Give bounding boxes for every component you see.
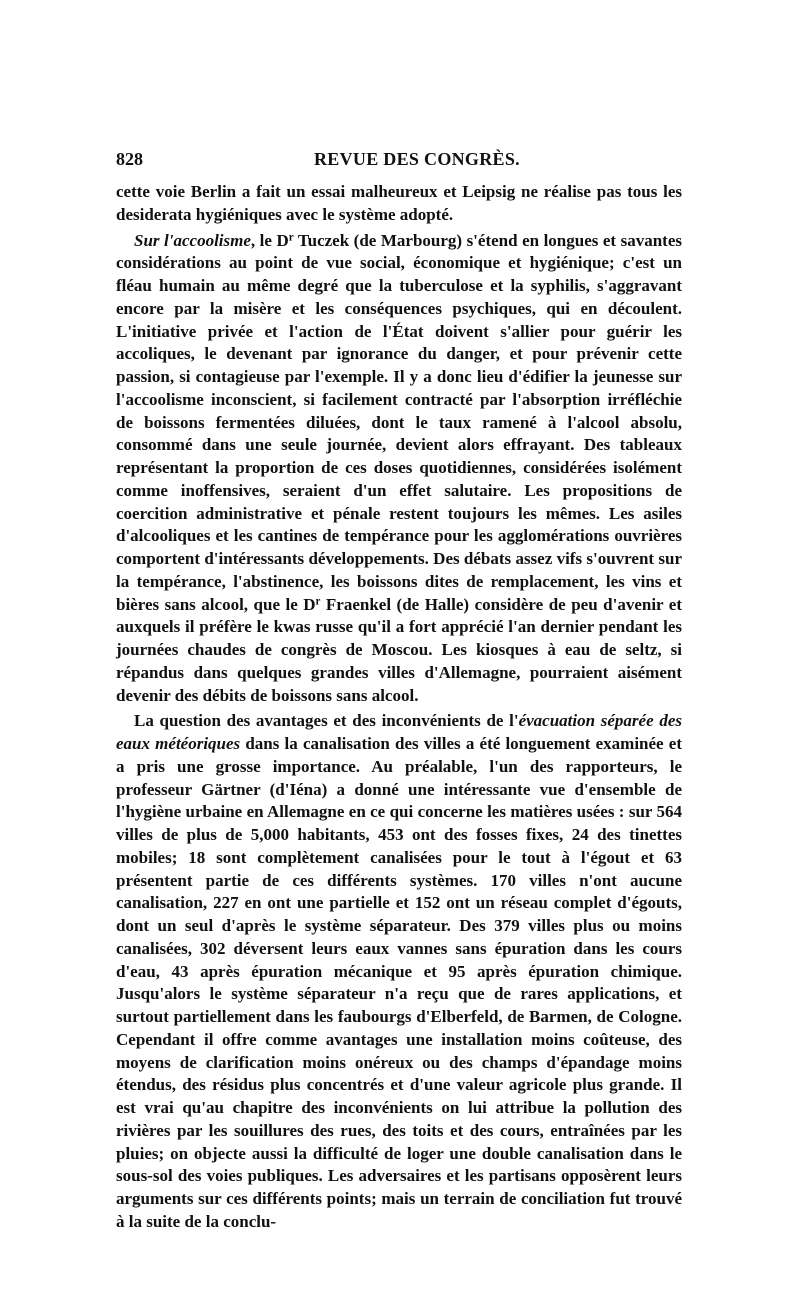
body-text: [116, 181, 682, 1234]
section-topic-evacuation: évacuation séparée des eaux météoriques: [116, 711, 682, 753]
paragraph-accoolisme: [116, 230, 682, 708]
superscript: r: [288, 230, 294, 243]
page-header: [116, 149, 682, 173]
text-segment: , le D: [250, 230, 289, 250]
page-number: 828: [116, 149, 143, 169]
text-segment: Tuczek (de Marbourg) s'étend en longues et savantes considérations au point de vue social, économique et hygiénique; c'est un fléau humain au même degré que la tuberculose et la syphilis, s'aggravant encore par la misère et les conséquences psychiques, qui en découlent. L'initiative privée et l'action de l'État doivent s'allier pour guérir les accoliques, le devenant par ignorance du danger, et pour prévenir cette passion, si contagieuse par l'exemple. Il y a donc lieu d'édifier la jeunesse sur l'accoolisme inconscient, si facilement contracté par l'absorption irréfléchie de boissons fermentées diluées, dont le taux ramené à l'alcool absolu, consommé dans une seule journée, devient alors effrayant. Des tableaux représentant la proportion de ces doses quotidiennes, considérées isolément comme inoffensives, seraient d'un effet salutaire. Les propositions de coercition administrative et pénale restent toujours les mêmes. Les asiles d'alcooliques et les cantines de tempérance pour les agglomérations ouvrières comportent d'intéressants développements. Des débats assez vifs s'ouvrent sur la tempérance, l'abstinence, les boissons dites de remplacement, les vins et bières sans alcool, que le D: [116, 230, 682, 614]
running-title: REVUE DES CONGRÈS.: [314, 149, 520, 169]
section-topic-accoolisme: Sur l'accoolisme: [134, 230, 251, 250]
superscript: r: [315, 594, 321, 607]
paragraph-continuation: [116, 181, 682, 227]
paragraph-evacuation: [116, 710, 682, 1233]
text-segment: La question des avantages et des inconvénients de l': [134, 711, 519, 731]
text-segment: Fraenkel (de Halle) considère de peu d'avenir et auxquels il préfère le kwas russe qu'il a fort apprécié l'an dernier pendant les journées chaudes de congrès de Moscou. Les kiosques à eau de seltz, si répandus dans quelques grandes villes d'Allemagne, pourraient aisément devenir des débits de boissons sans alcool.: [116, 594, 682, 705]
text-segment: dans la canalisation des villes a été longuement examinée et a pris une grosse importance. Au préalable, l'un des rapporteurs, le professeur Gärtner (d'Iéna) a donné une intéressante vue d'ensemble de l'hygiène urbaine en Allemagne en ce qui concerne les matières usées : sur 564 villes de plus de 5,000 habitants, 453 ont des fosses fixes, 24 des tinettes mobiles; 18 sont complètement canalisées pour le tout à l'égout et 63 présentent partie de ces différents systèmes. 170 villes n'ont aucune canalisation, 227 en ont une partielle et 152 ont un réseau complet d'égouts, dont un seul d'après le système séparateur. Des 379 villes plus ou moins canalisées, 302 déversent leurs eaux vannes sans épuration dans les cours d'eau, 43 après épuration mécanique et 95 après épuration chimique. Jusqu'alors le système séparateur n'a reçu que de rares applications, et surtout partiellement dans les faubourgs d'Elberfeld, de Barmen, de Cologne. Cependant il offre comme avantages une installation moins coûteuse, des moyens de clarification moins onéreux ou des champs d'épandage moins étendus, des résidus plus concentrés et d'une valeur agricole plus grande. Il est vrai qu'au chapitre des inconvénients on lui attribue la pollution des rivières par les souillures des rues, des toits et des cours, entraînées par les pluies; on objecte aussi la difficulté de loger une double canalisation dans le sous-sol des voies publiques. Les adversaires et les partisans opposèrent leurs arguments sur ces différents points; mais un terrain de conciliation fut trouvé à la suite de la conclu-: [116, 734, 682, 1231]
text-segment: cette voie Berlin a fait un essai malheureux et Leipsig ne réalise pas tous les desiderata hygiéniques avec le système adopté.: [116, 182, 682, 224]
